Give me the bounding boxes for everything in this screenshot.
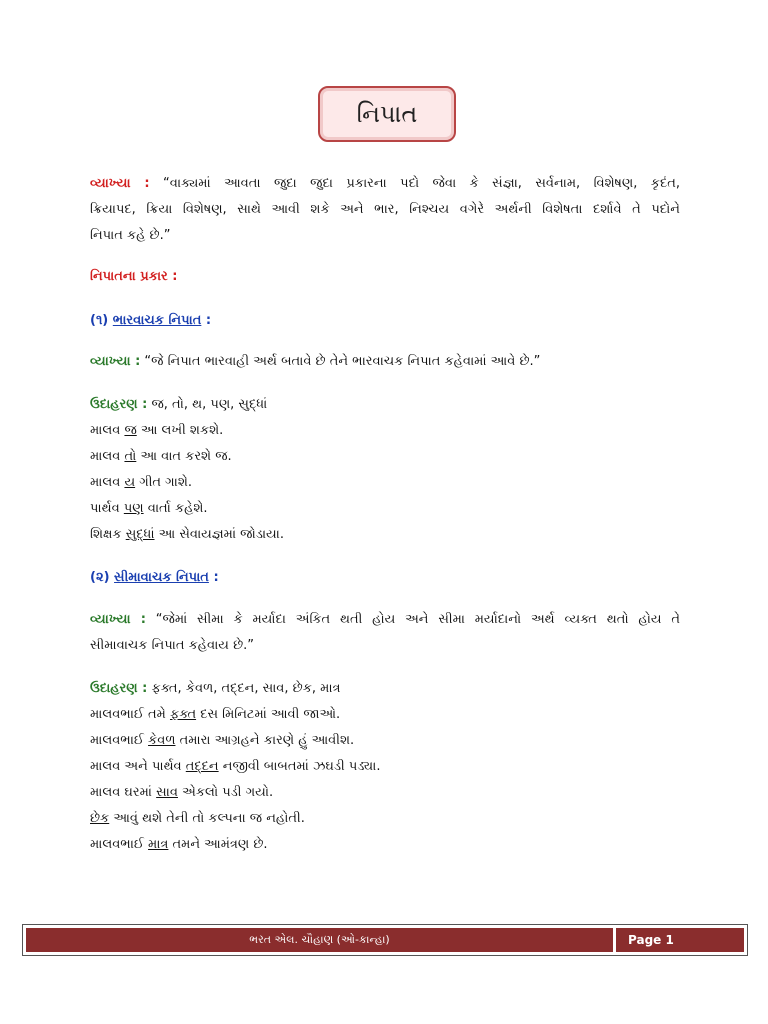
section2-def-text-1: “જેમાં સીમા કે મર્યાદા અંકિત થતી હોય અને સીમા મર્યાદાનો અર્થ વ્યક્ત થતો હોય તે	[155, 612, 680, 627]
keyword: ય	[124, 475, 136, 490]
keyword: માત્ર	[148, 837, 169, 852]
definition-text-1: “વાક્યમાં આવતા જુદા જુદા પ્રકારના પદો જેવા કે સંજ્ઞા, સર્વનામ, વિશેષણ, કૃદંત,	[163, 176, 680, 191]
section2-definition-line-2: સીમાવાચક નિપાત કહેવાય છે.”	[90, 638, 255, 653]
keyword: છેક	[90, 811, 110, 826]
keyword: જ	[124, 423, 137, 438]
section2-example-5: છેક આવું થશે તેની તો કલ્પના જ નહોતી.	[90, 811, 305, 826]
section2-definition-line-1	[90, 610, 680, 630]
title-box	[318, 86, 456, 142]
types-heading: નિપાતના પ્રકાર :	[90, 269, 178, 284]
definition-line-2: ક્રિયાપદ, ક્રિયા વિશેષણ, સાથે આવી શકે અને ભાર, નિશ્ચય વગેરે અર્થની વિશેષતા દર્શાવે તે પદોને	[90, 202, 680, 217]
keyword: તદ્દન	[185, 759, 219, 774]
section2-example-label: ઉદાહરણ :	[90, 681, 148, 696]
section1-example-3: માલવ ય ગીત ગાશે.	[90, 475, 193, 490]
section2-example-4: માલવ ઘરમાં સાવ એકલો પડી ગયો.	[90, 785, 274, 800]
keyword: સાવ	[156, 785, 178, 800]
keyword: પણ	[123, 501, 144, 516]
section1-heading	[90, 311, 211, 331]
section1-number: (૧)	[90, 313, 109, 328]
footer-page-number: Page 1	[616, 928, 744, 952]
section1-name: ભારવાચક નિપાત	[112, 313, 202, 328]
section1-def-label: વ્યાખ્યા :	[90, 354, 141, 369]
keyword: તો	[124, 449, 137, 464]
section2-example-2: માલવભાઈ કેવળ તમારા આગ્રહને કારણે હું આવીશ.	[90, 733, 355, 748]
section1-example-1: માલવ જ આ લખી શકશે.	[90, 423, 224, 438]
section1-example-words: જ, તો, થ, પણ, સુદ્ધાં	[151, 397, 268, 412]
section2-example-heading	[90, 679, 341, 699]
definition-label: વ્યાખ્યા :	[90, 176, 150, 191]
section2-colon: :	[213, 570, 219, 585]
section1-colon: :	[205, 313, 212, 328]
section2-number: (૨)	[90, 570, 110, 585]
keyword: ફક્ત	[169, 707, 197, 722]
footer-author: ભરત એલ. ચૌહાણ (ઓ-કાન્હા)	[26, 928, 613, 952]
section2-heading	[90, 568, 219, 588]
definition-line-1	[90, 174, 680, 194]
page-footer	[22, 924, 748, 956]
section2-example-3: માલવ અને પાર્થવ તદ્દન નજીવી બાબતમાં ઝઘડી પડ્યા.	[90, 759, 381, 774]
page-title: નિપાત	[356, 100, 418, 128]
section1-example-5: શિક્ષક સુદ્ધાં આ સેવાયજ્ઞમાં જોડાયા.	[90, 527, 285, 542]
section2-example-1: માલવભાઈ તમે ફક્ત દસ મિનિટમાં આવી જાઓ.	[90, 707, 341, 722]
keyword: સુદ્ધાં	[125, 527, 155, 542]
section1-definition	[90, 352, 540, 372]
definition-line-3: નિપાત કહે છે.”	[90, 228, 171, 243]
section2-def-label: વ્યાખ્યા :	[90, 612, 146, 627]
section2-example-words: ફક્ત, કેવળ, તદ્દન, સાવ, છેક, માત્ર	[151, 681, 341, 696]
section1-example-4: પાર્થવ પણ વાર્તા કહેશે.	[90, 501, 208, 516]
section1-example-label: ઉદાહરણ :	[90, 397, 148, 412]
keyword: કેવળ	[148, 733, 176, 748]
section2-name: સીમાવાચક નિપાત	[114, 570, 209, 585]
section1-example-2: માલવ તો આ વાત કરશે જ.	[90, 449, 232, 464]
section2-example-6: માલવભાઈ માત્ર તમને આમંત્રણ છે.	[90, 837, 268, 852]
section1-def-text: “જે નિપાત ભારવાહી અર્થ બતાવે છે તેને ભારવાચક નિપાત કહેવામાં આવે છે.”	[144, 354, 541, 369]
section1-example-heading	[90, 395, 267, 415]
